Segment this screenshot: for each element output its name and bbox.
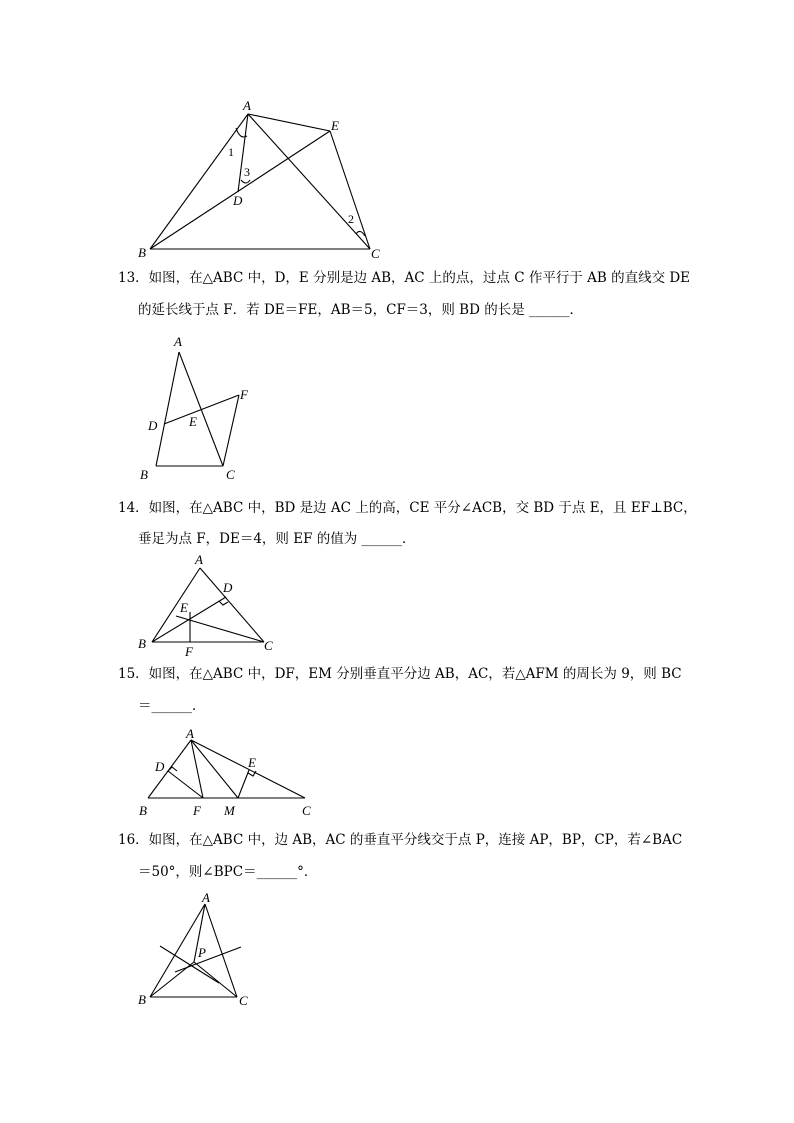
fig12-label-E: E (331, 118, 339, 133)
fig12-label-B: B (138, 245, 146, 260)
figure-16 (150, 904, 241, 997)
figure-12 (150, 114, 370, 249)
fig14-label-C: C (264, 638, 273, 653)
fig12-angle-2: 2 (348, 212, 354, 226)
fig16-label-B: B (138, 992, 146, 1007)
fig16-label-A: A (202, 890, 210, 905)
question-15-line-2: ＝______． (138, 698, 206, 714)
fig14-label-E: E (180, 600, 188, 615)
fig12-label-C: C (371, 246, 380, 261)
fig12-label-A: A (243, 98, 251, 113)
fig14-label-F: F (185, 644, 193, 659)
fig14-label-D: D (223, 580, 233, 595)
fig12-angle-1: 1 (228, 145, 234, 159)
fig15-label-E: E (248, 755, 256, 770)
question-13-line-1: 13．如图，在△ABC 中，D，E 分别是边 AB，AC 上的点，过点 C 作平行于 AB 的直线交 DE (118, 270, 691, 286)
fig14-label-A: A (195, 552, 203, 567)
fig13-label-B: B (140, 467, 148, 482)
question-14-line-1: 14．如图，在△ABC 中，BD 是边 AC 上的高，CE 平分∠ACB，交 BD 于点 E，且 EF⊥BC， (118, 500, 697, 516)
fig14-label-B: B (138, 636, 146, 651)
figure-13 (156, 352, 239, 466)
question-13-line-2: 的延长线于点 F．若 DE＝FE，AB＝5，CF＝3，则 BD 的长是 ______． (138, 302, 584, 318)
figure-14 (152, 568, 264, 642)
fig13-label-D: D (148, 418, 158, 433)
fig13-label-F: F (240, 387, 248, 402)
fig15-label-C: C (302, 803, 311, 818)
fig12-label-D: D (233, 193, 243, 208)
fig15-label-A: A (186, 726, 194, 741)
fig13-label-A: A (174, 334, 182, 349)
fig16-label-C: C (239, 993, 248, 1008)
fig13-label-C: C (226, 467, 235, 482)
fig15-label-B: B (139, 803, 147, 818)
figure-15 (148, 740, 305, 798)
fig15-label-F: F (193, 803, 201, 818)
fig15-label-M: M (224, 803, 235, 818)
fig13-label-E: E (189, 414, 197, 429)
fig15-label-D: D (155, 759, 165, 774)
question-16-line-2: ＝50°，则∠BPC＝______°． (138, 864, 318, 880)
fig12-angle-3: 3 (244, 165, 250, 179)
question-14-line-2: 垂足为点 F，DE＝4，则 EF 的值为 ______． (138, 531, 416, 547)
question-16-line-1: 16．如图，在△ABC 中，边 AB，AC 的垂直平分线交于点 P，连接 AP，BP，CP，若∠BAC (118, 832, 683, 848)
question-15-line-1: 15．如图，在△ABC 中，DF，EM 分别垂直平分边 AB，AC，若△AFM 的周长为 9，则 BC (118, 666, 682, 682)
fig16-label-P: P (198, 945, 206, 960)
